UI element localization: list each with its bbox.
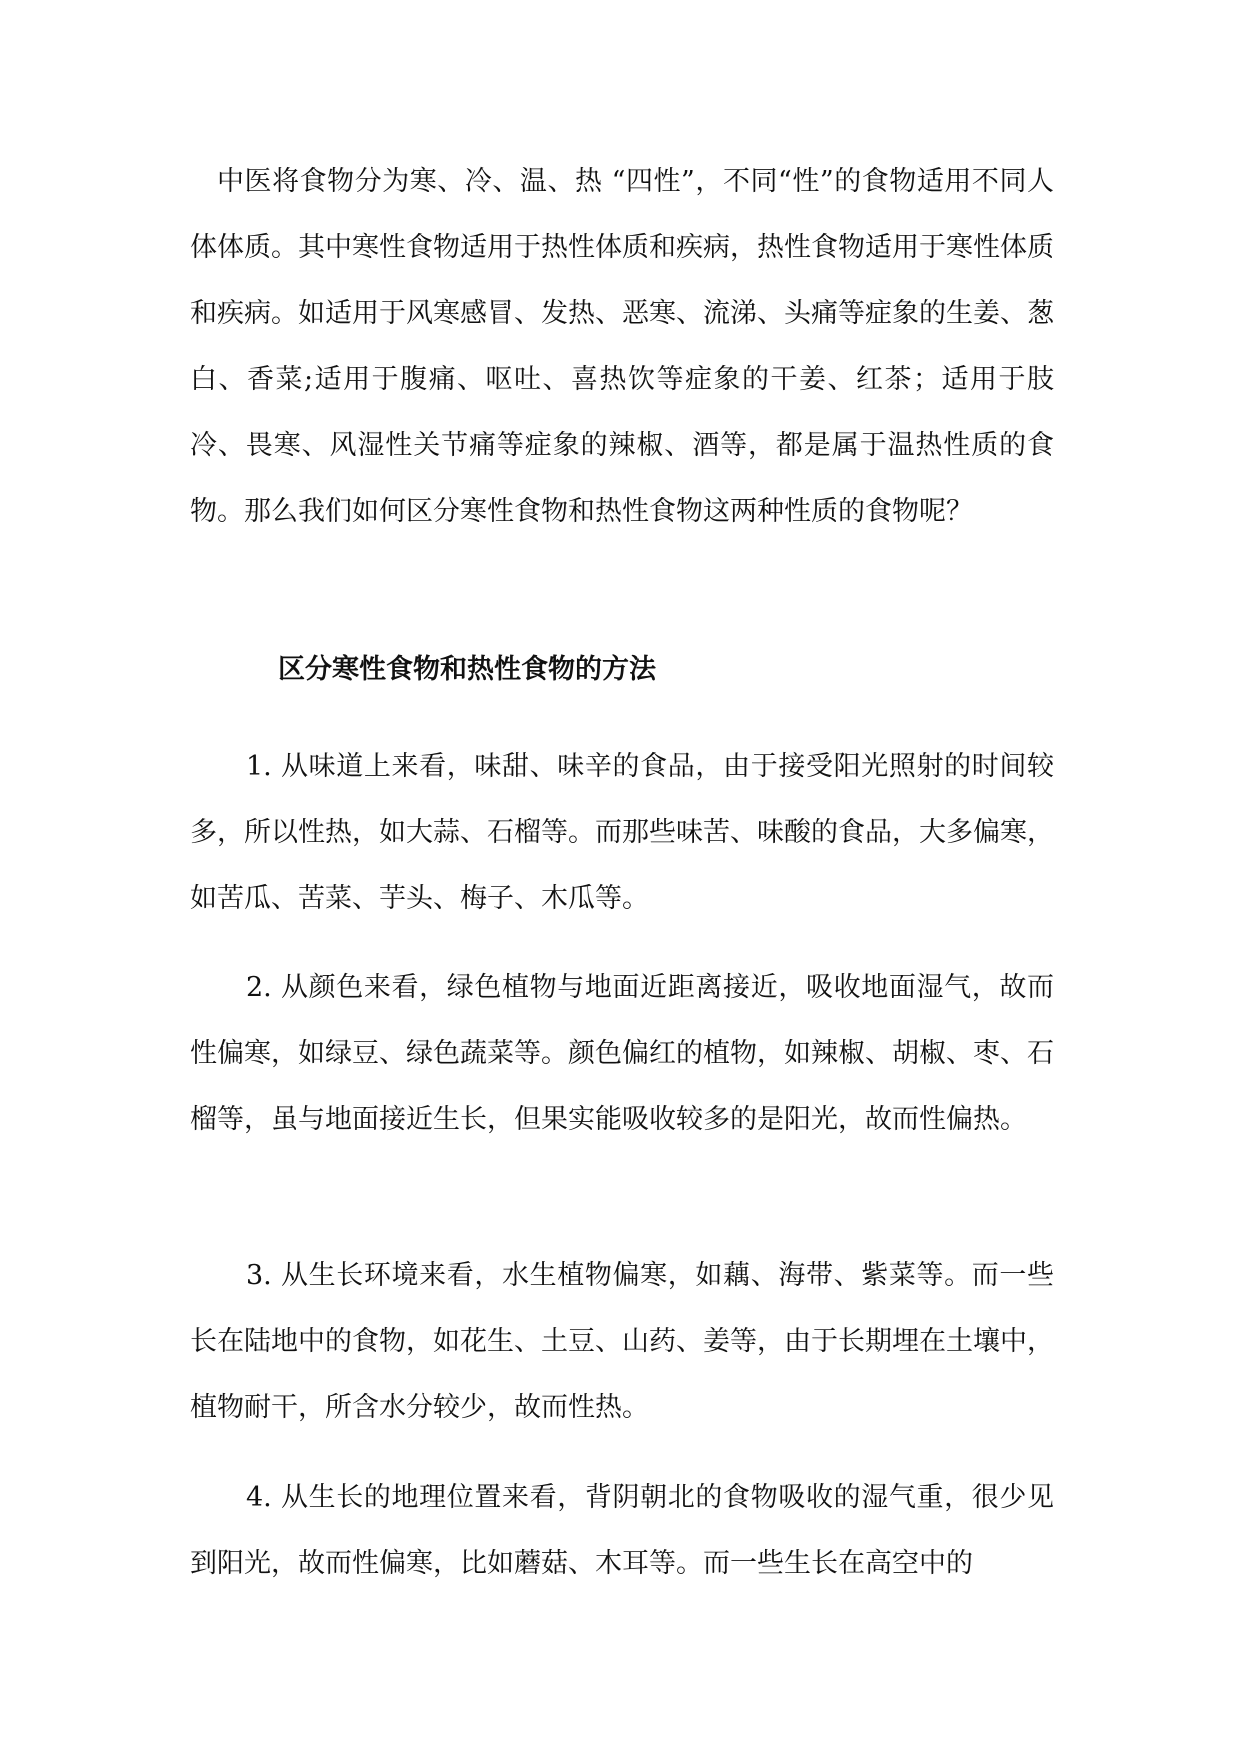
- method-paragraph-2: 2. 从颜色来看，绿色植物与地面近距离接近，吸收地面湿气，故而性偏寒，如绿豆、绿色蔬菜等。颜色偏红的植物，如辣椒、胡椒、枣、石榴等，虽与地面接近生长，但果实能吸收较多的是阳光，故而性偏热。: [190, 972, 1054, 1135]
- intro-paragraph: 中医将食物分为寒、冷、温、热 “四性”，不同“性”的食物适用不同人体体质。其中寒性食物适用于热性体质和疾病，热性食物适用于寒性体质和疾病。如适用于风寒感冒、发热、恶寒、流涕、头痛等症象的生姜、葱白、香菜;适用于腹痛、呕吐、喜热饮等症象的干姜、红茶；适用于肢冷、畏寒、风湿性关节痛等症象的辣椒、酒等，都是属于温热性质的食物。那么我们如何区分寒性食物和热性食物这两种性质的食物呢？: [190, 166, 1054, 527]
- section-heading: 区分寒性食物和热性食物的方法: [278, 654, 656, 685]
- method-paragraph-3: 3. 从生长环境来看，水生植物偏寒，如藕、海带、紫菜等。而一些长在陆地中的食物，如花生、土豆、山药、姜等，由于长期埋在土壤中，植物耐干，所含水分较少，故而性热。: [190, 1260, 1054, 1423]
- method-paragraph-4: 4. 从生长的地理位置来看，背阴朝北的食物吸收的湿气重，很少见到阳光，故而性偏寒，比如蘑菇、木耳等。而一些生长在高空中的: [190, 1482, 1054, 1579]
- method-paragraph-1: 1. 从味道上来看，味甜、味辛的食品，由于接受阳光照射的时间较多，所以性热，如大蒜、石榴等。而那些味苦、味酸的食品，大多偏寒，如苦瓜、苦菜、芋头、梅子、木瓜等。: [190, 751, 1054, 914]
